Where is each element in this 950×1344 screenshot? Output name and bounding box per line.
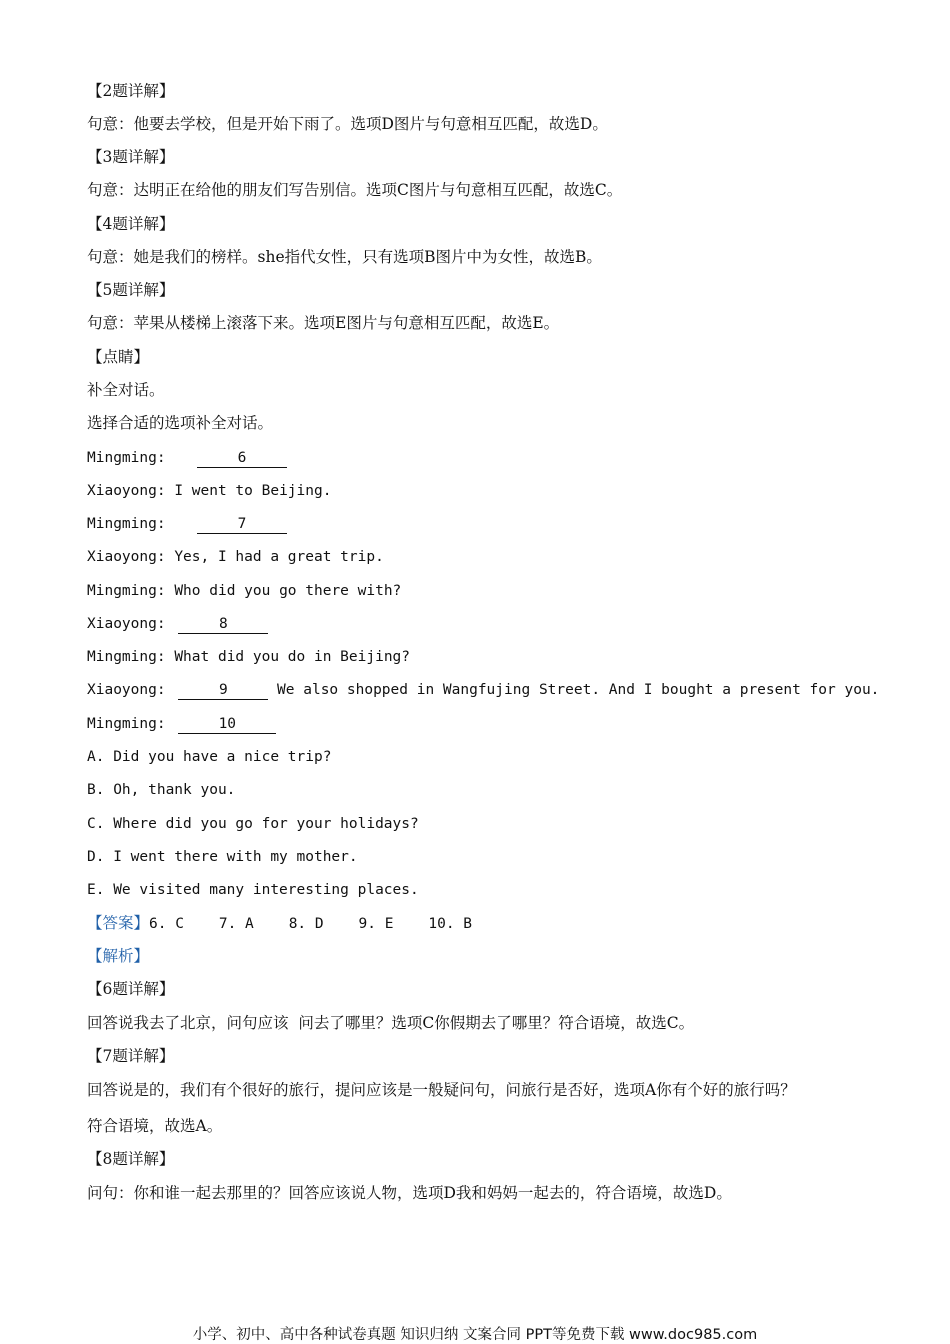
section-heading: 【8题详解】 <box>87 1150 175 1168</box>
dialogue-text: We also shopped in Wangfujing Street. And I bought a present for you. <box>277 682 880 698</box>
explanation-text: 符合语境，故选A。 <box>87 1117 223 1135</box>
dialogue-text: What did you do in Beijing? <box>174 649 411 665</box>
section-title: 补全对话。 <box>87 381 165 399</box>
dialogue-line <box>87 448 287 468</box>
explanation-text: 回答说是的，我们有个很好的旅行，提问应该是一般疑问句，问旅行是否好，选项A你有个好的旅行吗？ <box>87 1081 796 1099</box>
dialogue-text: I went to Beijing. <box>174 483 332 499</box>
dialogue-line <box>87 614 268 634</box>
dialogue-line <box>87 647 410 667</box>
dialogue-line <box>87 547 384 567</box>
explanation-text: 问句：你和谁一起去那里的？回答应该说人物，选项D我和妈妈一起去的，符合语境，故选D。 <box>87 1184 732 1202</box>
explanation-text: 句意：他要去学校，但是开始下雨了。选项D图片与句意相互匹配，故选D。 <box>87 115 608 133</box>
section-heading: 【7题详解】 <box>87 1047 175 1065</box>
answer-line <box>87 913 472 934</box>
section-heading: 【6题详解】 <box>87 980 175 998</box>
section-heading: 【5题详解】 <box>87 281 175 299</box>
analysis-label: 【解析】 <box>87 947 150 965</box>
speaker: Xiaoyong: <box>87 616 166 632</box>
dialogue-line <box>87 581 401 601</box>
section-heading: 【2题详解】 <box>87 82 175 100</box>
explanation-text: 句意：苹果从楼梯上滚落下来。选项E图片与句意相互匹配，故选E。 <box>87 314 560 332</box>
dialogue-text: Yes, I had a great trip. <box>174 549 384 565</box>
speaker: Mingming: <box>87 583 166 599</box>
speaker: Mingming: <box>87 516 166 532</box>
speaker: Mingming: <box>87 716 166 732</box>
option-b: B. Oh, thank you. <box>87 782 236 798</box>
option-d: D. I went there with my mother. <box>87 849 358 865</box>
dialogue-line <box>87 514 287 534</box>
speaker: Xiaoyong: <box>87 682 166 698</box>
explanation-text: 句意：达明正在给他的朋友们写告别信。选项C图片与句意相互匹配，故选C。 <box>87 181 623 199</box>
speaker: Xiaoyong: <box>87 483 166 499</box>
instruction-text: 选择合适的选项补全对话。 <box>87 414 274 432</box>
speaker: Xiaoyong: <box>87 549 166 565</box>
dialogue-line <box>87 714 276 734</box>
answer-blank: 7 <box>197 515 287 534</box>
option-e: E. We visited many interesting places. <box>87 882 419 898</box>
dialogue-line <box>87 481 331 501</box>
option-c: C. Where did you go for your holidays? <box>87 816 419 832</box>
answer-label: 【答案】 <box>87 914 150 932</box>
dialogue-line <box>87 680 879 700</box>
answer-values: 6. C 7. A 8. D 9. E 10. B <box>149 916 473 932</box>
explanation-text: 回答说我去了北京，问句应该 问去了哪里？选项C你假期去了哪里？符合语境，故选C。 <box>87 1014 695 1032</box>
section-heading: 【4题详解】 <box>87 215 175 233</box>
answer-blank: 10 <box>178 715 276 734</box>
section-heading: 【点睛】 <box>87 348 150 366</box>
dialogue-text: Who did you go there with? <box>174 583 402 599</box>
answer-blank: 6 <box>197 449 287 468</box>
answer-blank: 8 <box>178 615 268 634</box>
option-a: A. Did you have a nice trip? <box>87 749 332 765</box>
section-heading: 【3题详解】 <box>87 148 175 166</box>
explanation-text: 句意：她是我们的榜样。she指代女性，只有选项B图片中为女性，故选B。 <box>87 248 602 266</box>
answer-blank: 9 <box>178 681 268 700</box>
footer-text: 小学、初中、高中各种试卷真题 知识归纳 文案合同 PPT等免费下载 www.doc985.com <box>192 1327 758 1343</box>
speaker: Mingming: <box>87 450 166 466</box>
speaker: Mingming: <box>87 649 166 665</box>
